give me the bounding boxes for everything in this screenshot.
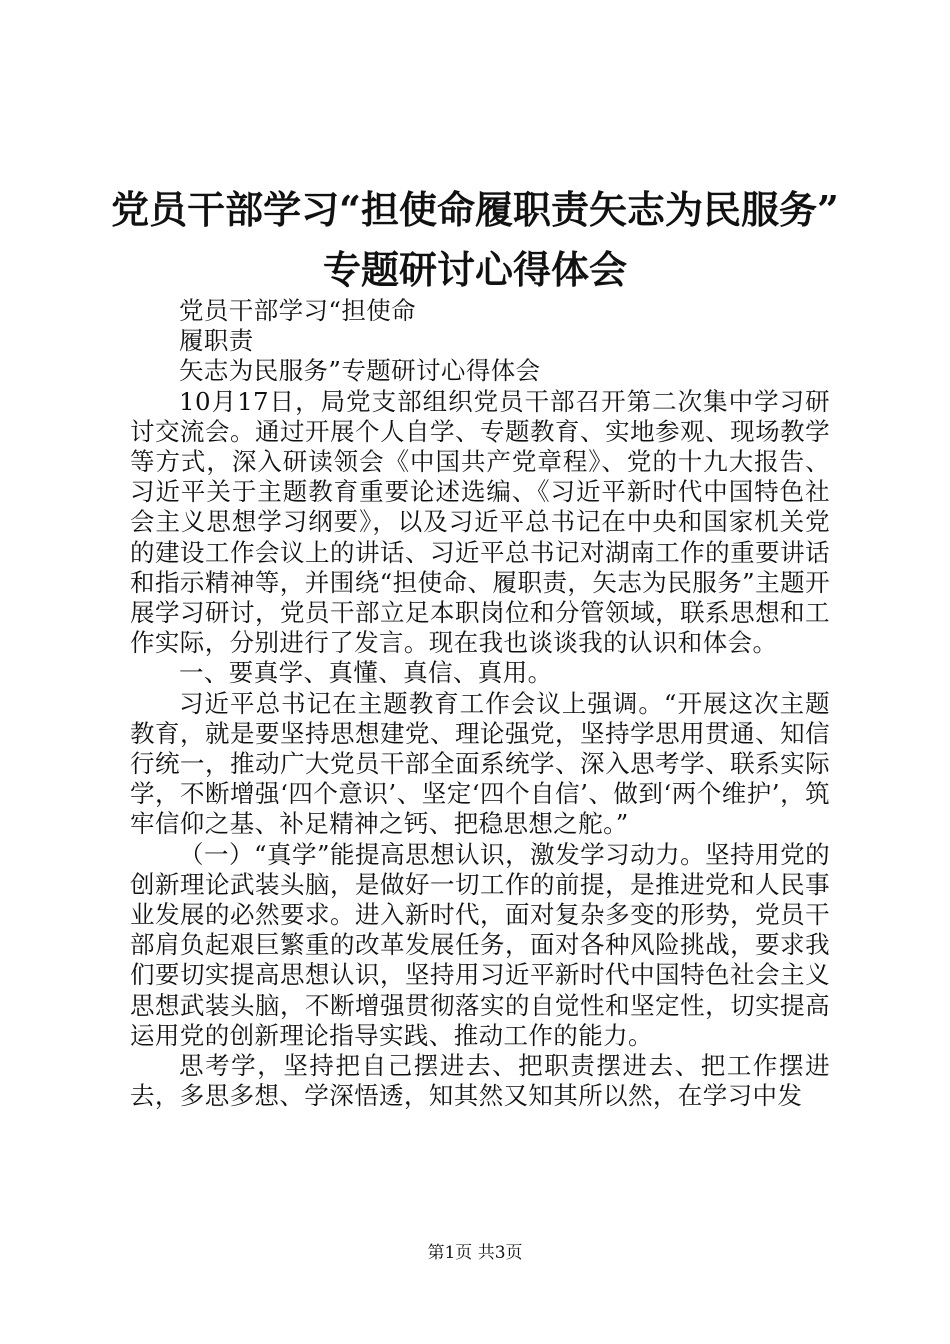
paragraph: 习近平总书记在主题教育工作会议上强调。“开展这次主题教育，就是要坚持思想建党、理论强党，坚持学思用贯通、知信行统一，推动广大党员干部全面系统学、深入思考学、联系实际学，不断增强‘四个意识’、坚定‘四个自信’、做到‘两个维护’，筑牢信仰之基、补足精神之钙、把稳思想之舵。” xyxy=(130,688,830,839)
paragraph: 矢志为民服务”专题研讨心得体会 xyxy=(179,356,541,386)
paragraph: （一）“真学”能提高思想认识，激发学习动力。坚持用党的创新理论武装头脑，是做好一切工作的前提，是推进党和人民事业发展的必然要求。进入新时代，面对复杂多变的形势，党员干部肩负起艰巨繁重的改革发展任务，面对各种风险挑战，要求我们要切实提高思想认识，坚持用习近平新时代中国特色社会主义思想武装头脑，不断增强贯彻落实的自觉性和坚定性，切实提高运用党的创新理论指导实践、推动工作的能力。 xyxy=(130,839,830,1050)
paragraph: 党员干部学习“担使命 xyxy=(179,296,417,325)
paragraph: 10月17日，局党支部组织党员干部召开第二次集中学习研讨交流会。通过开展个人自学、专题教育、实地参观、现场教学等方式，深入研读领会《中国共产党章程》、党的十九大报告、习近平关于主题教育重要论述选编、《习近平新时代中国特色社会主义思想学习纲要》，以及习近平总书记在中央和国家机关党的建设工作会议上的讲话、习近平总书记对湖南工作的重要讲话和指示精神等，并围绕“担使命、履职责，矢志为民服务”主题开展学习研讨，党员干部立足本职岗位和分管领域，联系思想和工作实际，分别进行了发言。现在我也谈谈我的认识和体会。 xyxy=(130,386,830,658)
page-number-footer: 第1页 共3页 xyxy=(427,1243,523,1263)
document-title-line-1: 党员干部学习“担使命履职责矢志为民服务” xyxy=(111,187,839,232)
document-body xyxy=(130,296,830,1111)
paragraph: 履职责 xyxy=(179,326,254,356)
section-heading: 一、要真学、真懂、真信、真用。 xyxy=(179,658,553,688)
document-title-line-2: 专题研讨心得体会 xyxy=(322,247,627,292)
paragraph: 思考学，坚持把自己摆进去、把职责摆进去、把工作摆进去，多思多想、学深悟透，知其然又知其所以然，在学习中发 xyxy=(130,1051,830,1111)
